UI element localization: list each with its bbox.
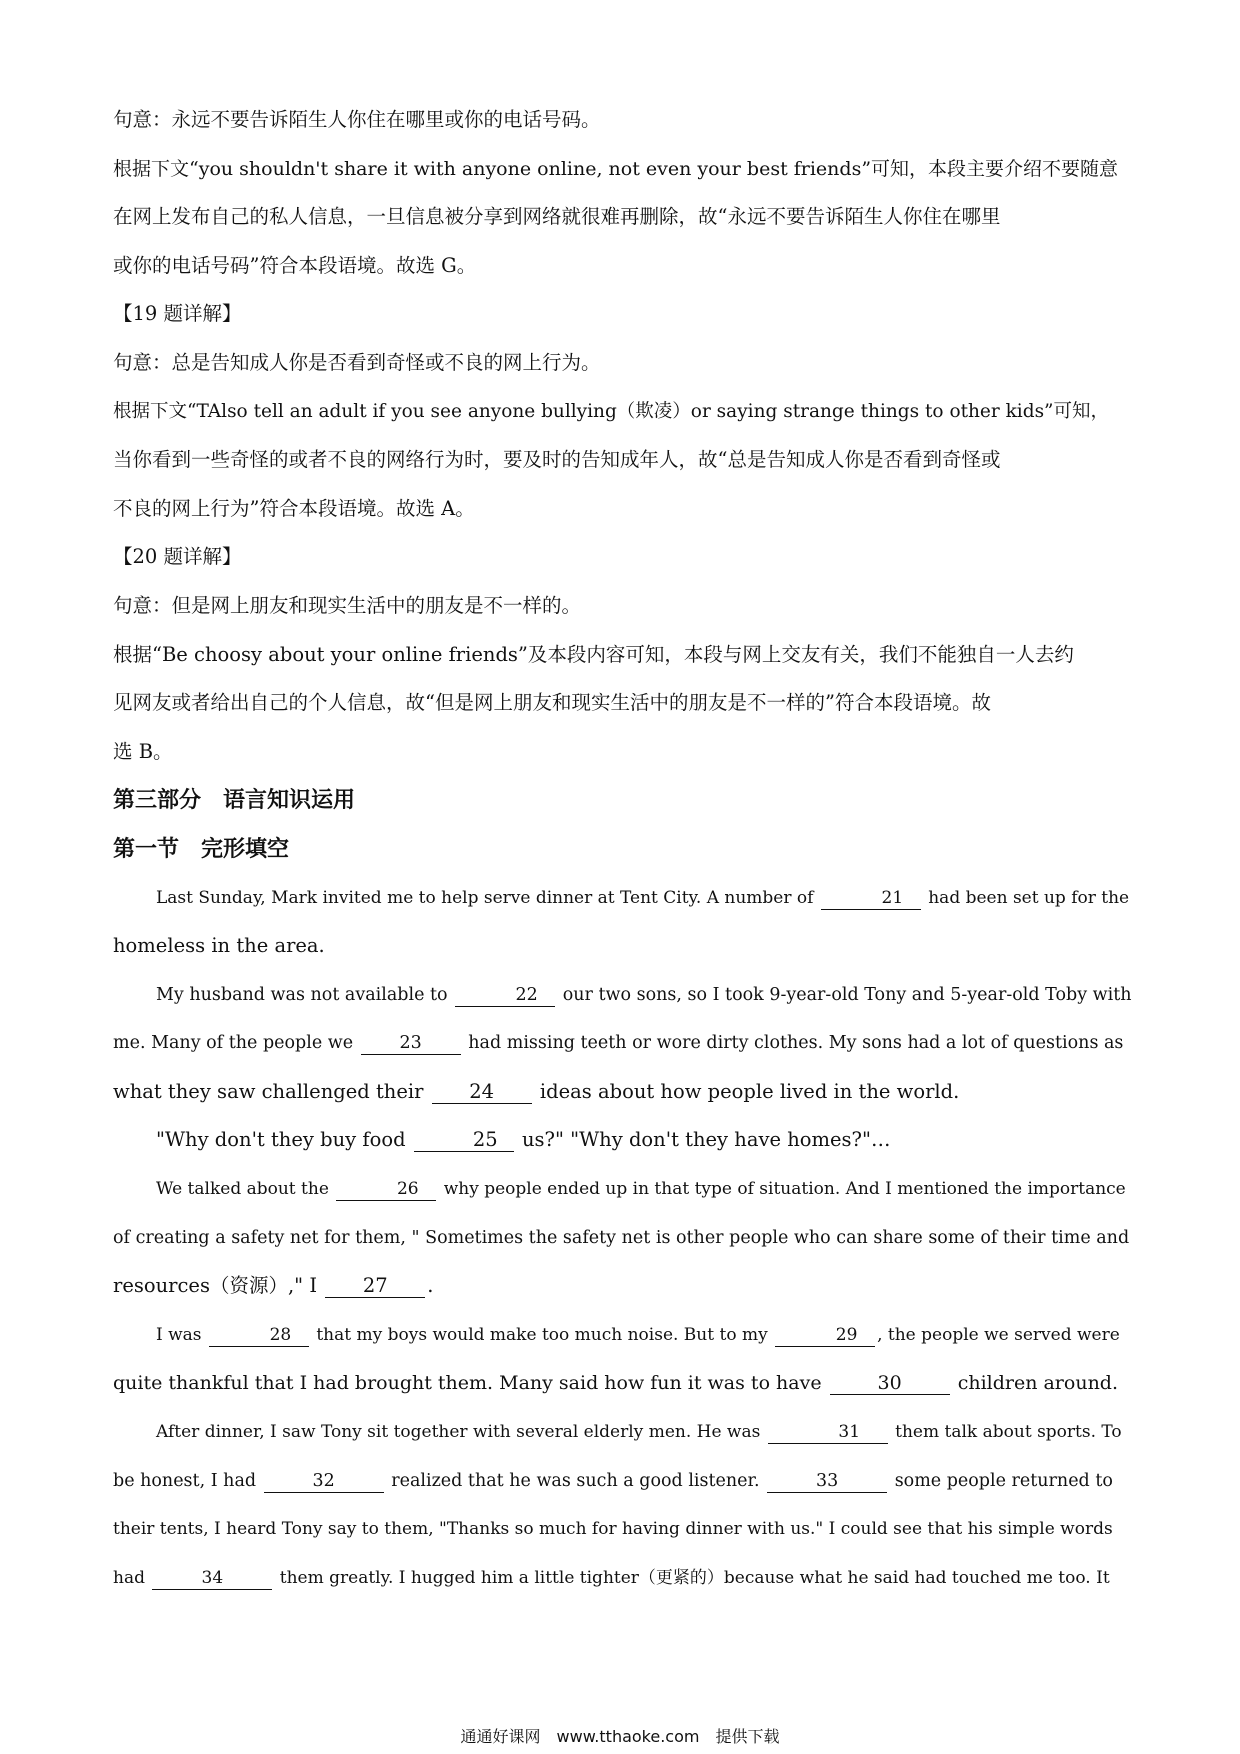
- cloze-line: I was 28 that my boys would make too much noise. But to my 29 , the people we served were: [156, 1324, 1120, 1345]
- blank-28: 28: [209, 1324, 309, 1347]
- cloze-line: be honest, I had 32 realized that he was such a good listener. 33 some people returned to: [113, 1470, 1113, 1491]
- cloze-line: Last Sunday, Mark invited me to help serve dinner at Tent City. A number of 21 had been set up for the: [156, 887, 1130, 908]
- q19-explanation-line: 当你看到一些奇怪的或者不良的网络行为时，要及时的告知成年人，故“总是告知成人你是否看到奇怪或: [113, 448, 1001, 472]
- q20-heading: 【20 题详解】: [113, 545, 242, 569]
- blank-29: 29: [775, 1324, 875, 1347]
- q20-explanation-line: 选 B。: [113, 739, 173, 763]
- blank-22: 22: [455, 984, 555, 1007]
- cloze-line: resources（资源）," I 27 .: [113, 1274, 434, 1298]
- footer-watermark: 通通好课网 www.tthaoke.com 提供下载: [460, 1727, 780, 1746]
- blank-24: 24: [432, 1081, 532, 1104]
- q20-meaning: 句意：但是网上朋友和现实生活中的朋友是不一样的。: [113, 593, 582, 617]
- cloze-line: me. Many of the people we 23 had missing teeth or wore dirty clothes. My sons had a lot of questions as: [113, 1033, 1124, 1054]
- cloze-line: After dinner, I saw Tony sit together with several elderly men. He was 31 them talk about sports. To: [156, 1422, 1122, 1443]
- section-one-title: 第一节 完形填空: [113, 835, 290, 862]
- blank-31: 31: [768, 1421, 888, 1444]
- document-page: [113, 96, 1133, 1602]
- q18-explanation-line: 或你的电话号码”符合本段语境。故选 G。: [113, 253, 477, 277]
- q20-explanation-line: 根据“Be choosy about your online friends”及本段内容可知，本段与网上交友有关，我们不能独自一人去约: [113, 642, 1074, 666]
- q18-explanation-line: 根据下文“you shouldn't share it with anyone online, not even your best friends”可知，本段主要介绍不要随意: [113, 157, 1119, 180]
- blank-27: 27: [325, 1275, 425, 1298]
- cloze-line: We talked about the 26 why people ended up in that type of situation. And I mentioned the importance: [156, 1179, 1126, 1200]
- blank-30: 30: [830, 1372, 950, 1395]
- cloze-line: had 34 them greatly. I hugged him a little tighter（更紧的）because what he said had touched me too. It: [113, 1567, 1110, 1588]
- cloze-line: My husband was not available to 22 our two sons, so I took 9-year-old Tony and 5-year-old Toby with: [156, 984, 1132, 1005]
- q19-explanation-line: 根据下文“TAlso tell an adult if you see anyone bullying（欺凌）or saying strange things to other kids”可知，: [113, 400, 1110, 422]
- cloze-line: "Why don't they buy food 25 us?" "Why don't they have homes?"…: [156, 1128, 891, 1152]
- cloze-line: of creating a safety net for them, " Sometimes the safety net is other people who can share some of their time and: [113, 1227, 1130, 1248]
- cloze-line: homeless in the area.: [113, 934, 325, 958]
- cloze-line: quite thankful that I had brought them. Many said how fun it was to have 30 children around.: [113, 1372, 1119, 1395]
- blank-23: 23: [361, 1032, 461, 1055]
- q19-explanation-line: 不良的网上行为”符合本段语境。故选 A。: [113, 496, 475, 520]
- blank-32: 32: [264, 1470, 384, 1493]
- q19-meaning: 句意：总是告知成人你是否看到奇怪或不良的网上行为。: [113, 350, 601, 374]
- cloze-line: what they saw challenged their 24 ideas about how people lived in the world.: [113, 1079, 960, 1103]
- blank-26: 26: [336, 1178, 436, 1201]
- part-three-title: 第三部分 语言知识运用: [113, 787, 356, 814]
- blank-21: 21: [821, 887, 921, 910]
- blank-34: 34: [152, 1567, 272, 1590]
- q20-explanation-line: 见网友或者给出自己的个人信息，故“但是网上朋友和现实生活中的朋友是不一样的”符合本段语境。故: [113, 691, 991, 715]
- blank-25: 25: [414, 1129, 514, 1152]
- q18-explanation-line: 在网上发布自己的私人信息，一旦信息被分享到网络就很难再删除，故“永远不要告诉陌生人你住在哪里: [113, 205, 1001, 229]
- blank-33: 33: [767, 1470, 887, 1493]
- q18-meaning: 句意：永远不要告诉陌生人你住在哪里或你的电话号码。: [113, 108, 601, 131]
- q19-heading: 【19 题详解】: [113, 302, 242, 326]
- cloze-line: their tents, I heard Tony say to them, "Thanks so much for having dinner with us." I could see that his simple words: [113, 1519, 1113, 1540]
